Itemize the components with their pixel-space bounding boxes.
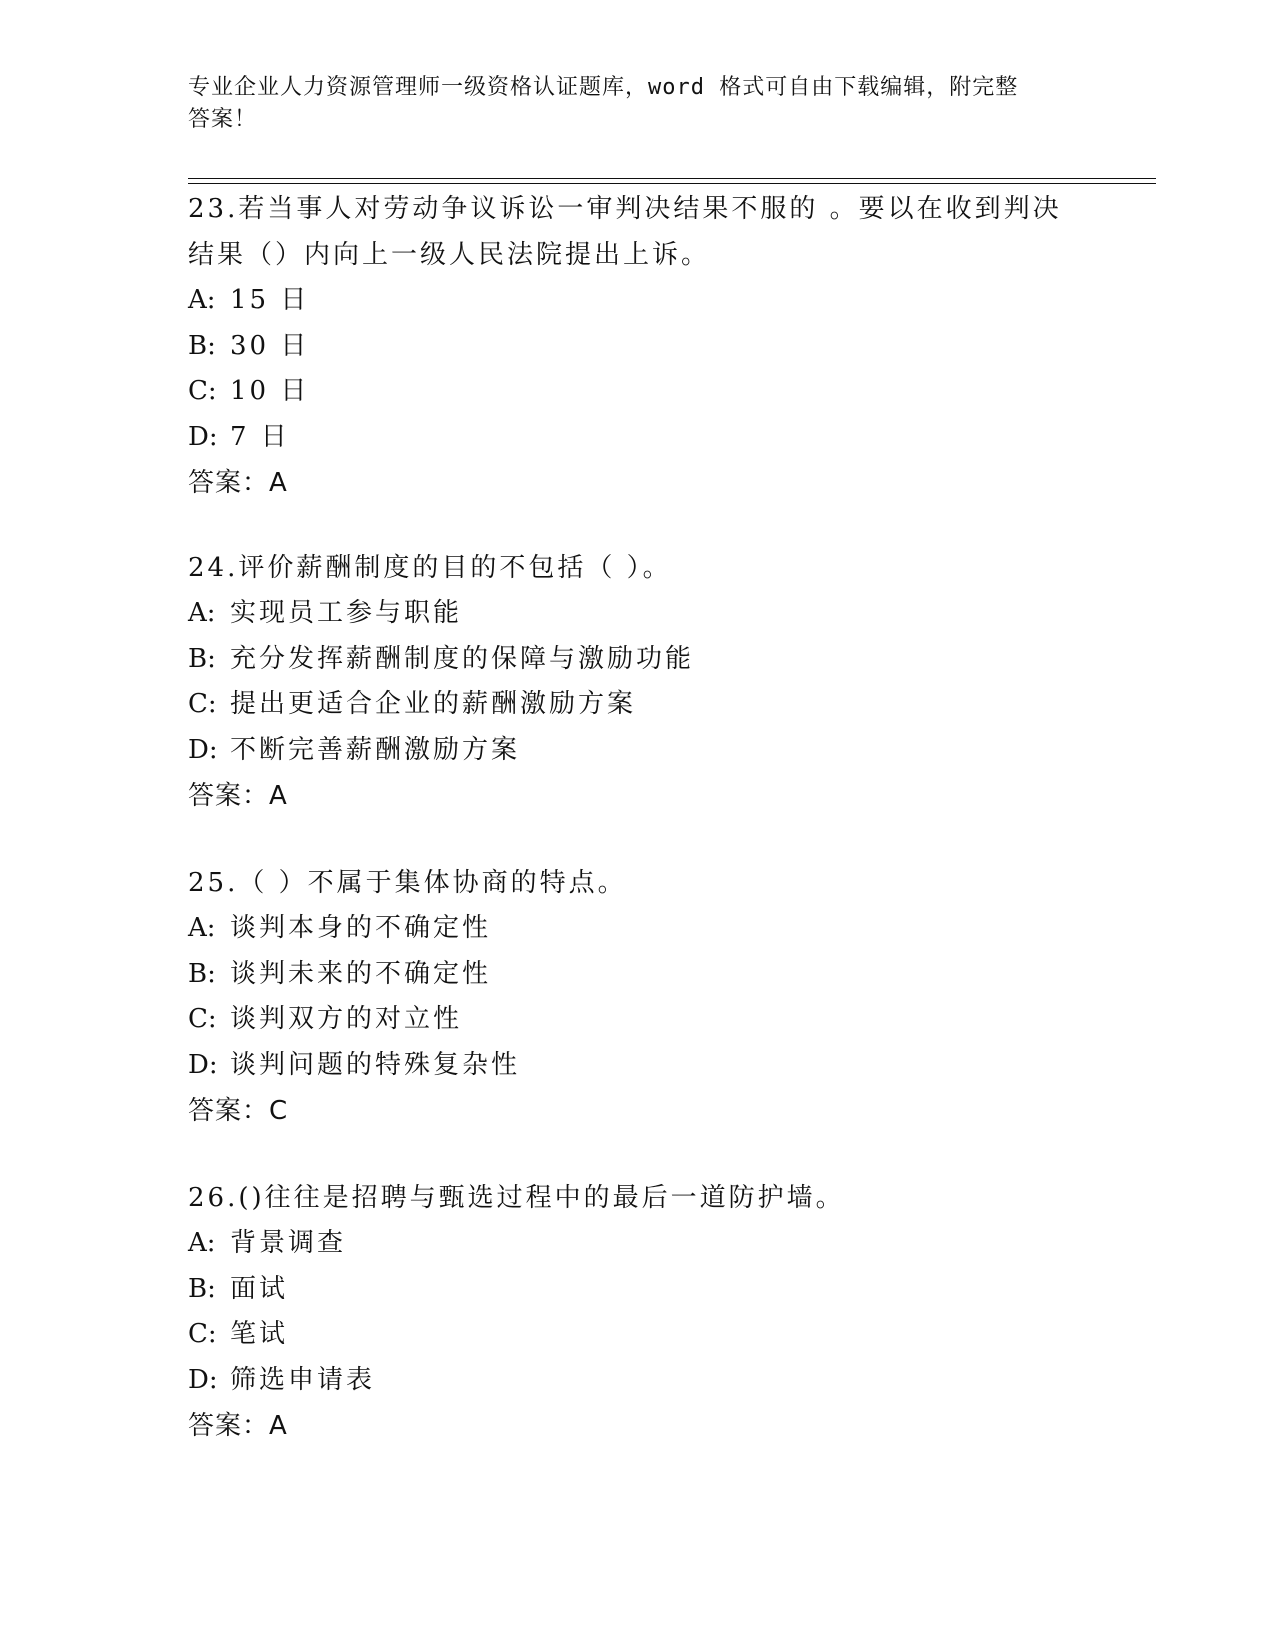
option-letter: C: xyxy=(188,376,217,406)
answer-line: 答案：A xyxy=(188,468,288,498)
question-stem-line-2: 结果（）内向上一级人民法院提出上诉。 xyxy=(188,240,711,270)
option-text: 7 日 xyxy=(230,421,290,452)
option-d xyxy=(188,728,1108,774)
header-line-1: 专业企业人力资源管理师一级资格认证题库，word 格式可自由下载编辑，附完整 xyxy=(188,75,1019,100)
option-text: 谈判双方的对立性 xyxy=(230,1004,463,1034)
option-letter: D: xyxy=(188,734,218,765)
answer-line: 答案：C xyxy=(188,1096,289,1126)
header-divider-bottom xyxy=(188,183,1156,184)
option-text: 提出更适合企业的薪酬激励方案 xyxy=(230,689,637,719)
answer-line: 答案：A xyxy=(188,781,288,811)
option-text: 不断完善薪酬激励方案 xyxy=(230,734,521,765)
option-letter: B: xyxy=(188,330,216,361)
option-letter: A: xyxy=(188,1228,216,1258)
option-text: 背景调查 xyxy=(230,1228,347,1258)
question-stem-line-1: 24.评价薪酬制度的目的不包括（ ）。 xyxy=(188,553,672,583)
question-24 xyxy=(188,545,1108,819)
option-text: 15 日 xyxy=(230,285,310,315)
question-25 xyxy=(188,860,1108,1134)
option-a xyxy=(188,1221,1108,1267)
option-letter: D: xyxy=(188,421,218,452)
option-d xyxy=(188,415,1108,461)
option-text: 谈判本身的不确定性 xyxy=(230,913,492,943)
option-text: 30 日 xyxy=(230,330,310,361)
question-stem-line-1: 25.（ ）不属于集体协商的特点。 xyxy=(188,868,627,898)
option-c xyxy=(188,997,1108,1043)
option-text: 筛选申请表 xyxy=(230,1364,376,1395)
option-text: 笔试 xyxy=(230,1319,289,1349)
option-b xyxy=(188,952,1108,998)
option-text: 谈判未来的不确定性 xyxy=(230,958,492,989)
header-line-2: 答案！ xyxy=(188,107,258,132)
option-letter: A: xyxy=(188,598,216,628)
answer-line: 答案：A xyxy=(188,1411,288,1441)
option-letter: C: xyxy=(188,1319,217,1349)
option-b xyxy=(188,1267,1108,1313)
option-d xyxy=(188,1358,1108,1404)
option-letter: B: xyxy=(188,643,216,674)
option-letter: D: xyxy=(188,1364,218,1395)
option-text: 谈判问题的特殊复杂性 xyxy=(230,1049,521,1080)
option-letter: C: xyxy=(188,1004,217,1034)
option-letter: B: xyxy=(188,958,216,989)
option-text: 10 日 xyxy=(230,376,310,406)
option-c xyxy=(188,1312,1108,1358)
option-letter: C: xyxy=(188,689,217,719)
option-a xyxy=(188,278,1108,324)
option-letter: B: xyxy=(188,1273,216,1304)
option-text: 面试 xyxy=(230,1273,289,1304)
question-stem-line-1: 26.()往往是招聘与甄选过程中的最后一道防护墙。 xyxy=(188,1183,845,1213)
question-stem-line-1: 23.若当事人对劳动争议诉讼一审判决结果不服的 。要以在收到判决 xyxy=(188,194,1062,224)
option-c xyxy=(188,682,1108,728)
question-26 xyxy=(188,1175,1108,1449)
option-b xyxy=(188,637,1108,683)
option-letter: A: xyxy=(188,913,216,943)
option-a xyxy=(188,906,1108,952)
document-header xyxy=(188,72,1088,136)
option-d xyxy=(188,1043,1108,1089)
option-letter: A: xyxy=(188,285,216,315)
question-23 xyxy=(188,186,1108,506)
option-text: 充分发挥薪酬制度的保障与激励功能 xyxy=(230,643,695,674)
header-divider-top xyxy=(188,178,1156,179)
option-text: 实现员工参与职能 xyxy=(230,598,463,628)
option-letter: D: xyxy=(188,1049,218,1080)
option-c xyxy=(188,369,1108,415)
option-b xyxy=(188,324,1108,370)
option-a xyxy=(188,591,1108,637)
